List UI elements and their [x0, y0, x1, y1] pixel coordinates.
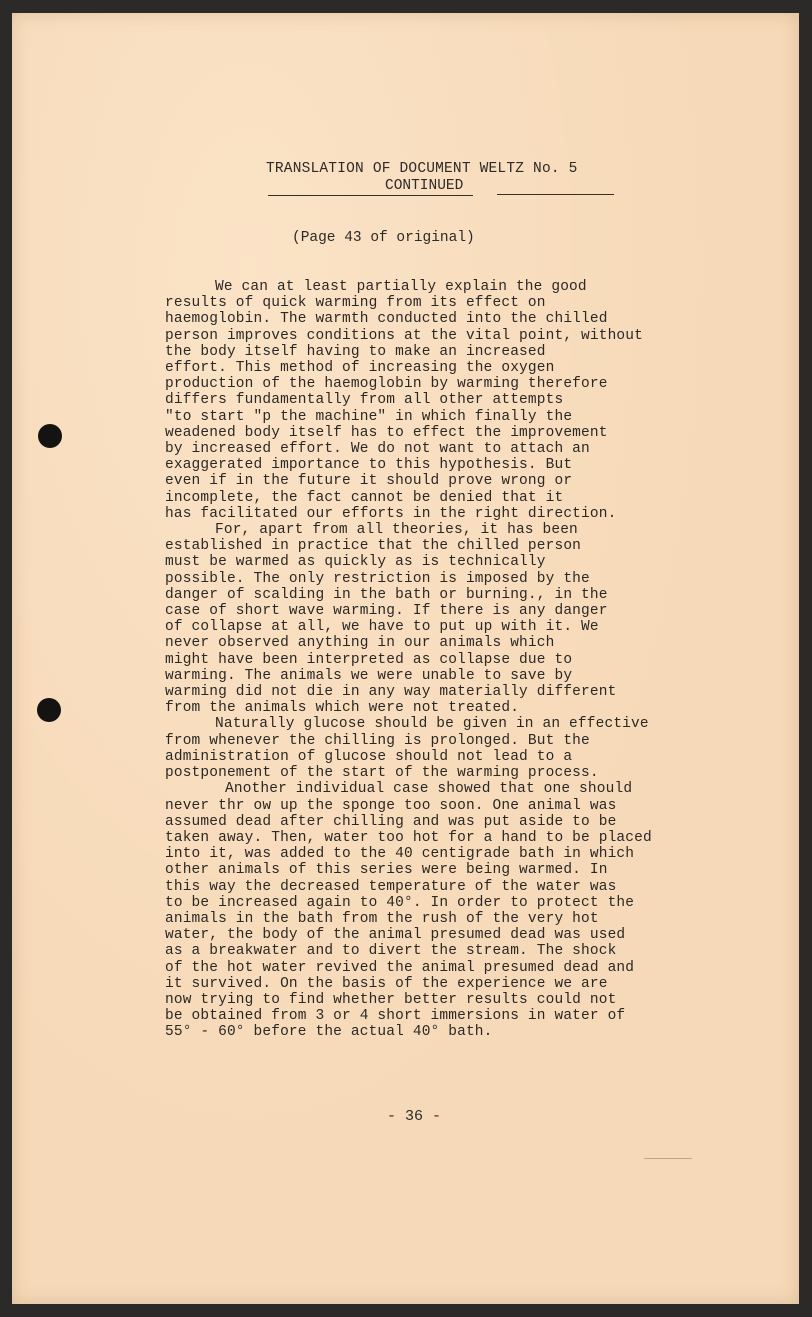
punch-hole-top	[38, 424, 62, 448]
text-line: animals in the bath from the rush of the very hot	[165, 910, 599, 927]
text-line: possible. The only restriction is imposed by the	[165, 570, 590, 587]
body-text	[165, 279, 725, 1041]
text-line: other animals of this series were being warmed. In	[165, 862, 608, 879]
title-underline-left	[268, 195, 473, 196]
text-line: by increased effort. We do not want to attach an	[165, 441, 590, 458]
text-line: to be increased again to 40°. In order to protect the	[165, 894, 635, 911]
text-line: assumed dead after chilling and was put aside to be	[165, 813, 617, 830]
title-underline-right	[497, 194, 614, 195]
text-line: has facilitated our efforts in the right direction.	[165, 505, 617, 522]
page-reference: (Page 43 of original)	[292, 230, 475, 246]
text-line: taken away. Then, water too hot for a hand to be placed	[165, 829, 652, 846]
text-line: exaggerated importance to this hypothesis. But	[165, 457, 573, 474]
text-line: differs fundamentally from all other attempts	[165, 392, 564, 409]
text-line: might have been interpreted as collapse due to	[165, 651, 573, 668]
text-line: never observed anything in our animals which	[165, 635, 555, 652]
text-line: water, the body of the animal presumed dead was used	[165, 927, 626, 944]
text-line: never thr ow up the sponge too soon. One animal was	[165, 797, 617, 814]
text-line: as a breakwater and to divert the stream. The shock	[165, 943, 617, 960]
text-line: now trying to find whether better results could not	[165, 991, 617, 1008]
text-line: from whenever the chilling is prolonged. But the	[165, 732, 590, 749]
text-line: into it, was added to the 40 centigrade bath in which	[165, 846, 635, 863]
text-line: We can at least partially explain the good	[215, 279, 587, 295]
text-line: this way the decreased temperature of the water was	[165, 878, 617, 895]
document-title: TRANSLATION OF DOCUMENT WELTZ No. 5	[266, 161, 578, 177]
text-line: warming did not die in any way materially different	[165, 684, 617, 701]
text-line: results of quick warming from its effect on	[165, 295, 546, 312]
text-line: "to start "p the machine" in which finally the	[165, 408, 573, 425]
text-line: effort. This method of increasing the oxygen	[165, 360, 555, 377]
text-line: must be warmed as quickly as is technically	[165, 554, 546, 571]
text-line: weadened body itself has to effect the improvement	[165, 424, 608, 441]
text-line: production of the haemoglobin by warming therefore	[165, 376, 608, 393]
text-line: from the animals which were not treated.	[165, 700, 520, 717]
punch-hole-bottom	[37, 698, 61, 722]
text-line: For, apart from all theories, it has been	[215, 522, 578, 539]
text-line: danger of scalding in the bath or burning., in the	[165, 586, 608, 603]
text-line: the body itself having to make an increased	[165, 343, 546, 360]
text-line: haemoglobin. The warmth conducted into the chilled	[165, 311, 608, 328]
text-line: Naturally glucose should be given in an effective	[215, 716, 649, 733]
text-line: postponement of the start of the warming process.	[165, 765, 599, 782]
text-line: of collapse at all, we have to put up with it. We	[165, 619, 599, 636]
text-line: 55° - 60° before the actual 40° bath.	[165, 1024, 493, 1041]
text-line: administration of glucose should not lead to a	[165, 748, 573, 765]
text-line: person improves conditions at the vital point, without	[165, 327, 643, 344]
text-line: be obtained from 3 or 4 short immersions in water of	[165, 1008, 626, 1025]
page-number: - 36 -	[387, 1108, 442, 1125]
text-line: warming. The animals we were unable to save by	[165, 667, 573, 684]
text-line: of the hot water revived the animal presumed dead and	[165, 959, 635, 976]
text-line: case of short wave warming. If there is any danger	[165, 603, 608, 620]
text-line: established in practice that the chilled person	[165, 538, 582, 555]
text-line: even if in the future it should prove wrong or	[165, 473, 573, 490]
text-line: Another individual case showed that one should	[225, 781, 633, 798]
text-line: it survived. On the basis of the experience we are	[165, 975, 608, 992]
document-subtitle: CONTINUED	[385, 178, 464, 194]
text-line: incomplete, the fact cannot be denied that it	[165, 489, 564, 506]
pencil-mark	[644, 1158, 692, 1159]
